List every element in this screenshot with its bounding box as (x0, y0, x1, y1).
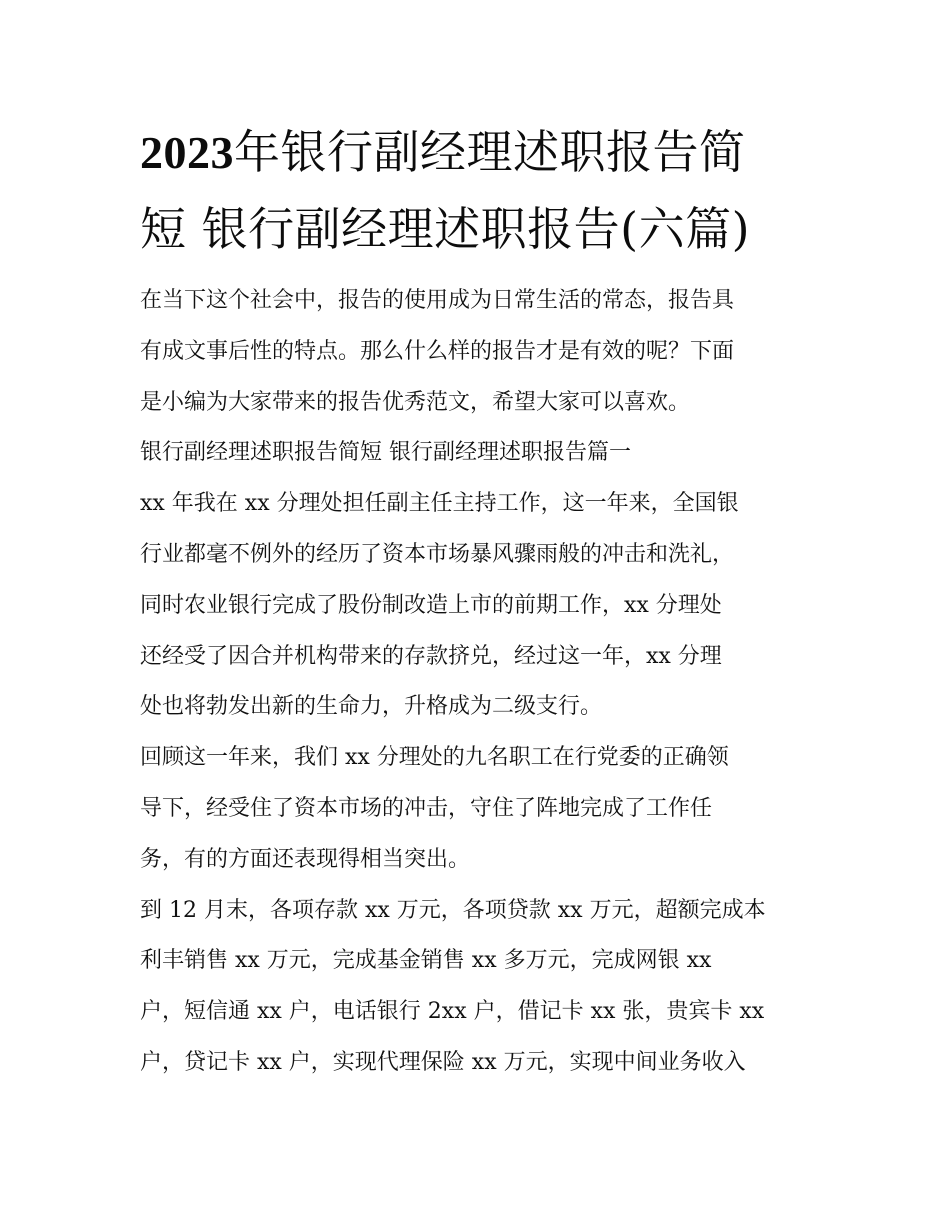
paragraph-1 (140, 479, 820, 733)
text-line: 务，有的方面还表现得相当突出。 (140, 846, 471, 872)
paragraph-2 (140, 733, 820, 885)
text-line: 银行副经理述职报告简短 银行副经理述职报告篇一 (140, 440, 631, 466)
text-line: 户，短信通 xx 户，电话银行 2xx 户，借记卡 xx 张，贵宾卡 xx (140, 999, 765, 1025)
text-line: 行业都毫不例外的经历了资本市场暴风骤雨般的冲击和洗礼， (140, 541, 735, 567)
title-line-1 (140, 114, 820, 191)
text-line: 同时农业银行完成了股份制改造上市的前期工作，xx 分理处 (140, 592, 722, 618)
text-line: xx 年我在 xx 分理处担任副主任主持工作，这一年来，全国银 (140, 491, 739, 517)
text-line: 处也将勃发出新的生命力，升格成为二级支行。 (140, 694, 603, 720)
text-line: 还经受了因合并机构带来的存款挤兑，经过这一年，xx 分理 (140, 643, 722, 669)
document-title (140, 114, 820, 267)
text-line: 是小编为大家带来的报告优秀范文，希望大家可以喜欢。 (140, 389, 691, 415)
text-line: 户，贷记卡 xx 户，实现代理保险 xx 万元，实现中间业务收入 (140, 1049, 746, 1075)
paragraph-intro (140, 276, 820, 428)
text-line: 有成文事后性的特点。那么什么样的报告才是有效的呢？下面 (140, 338, 735, 364)
text-line: 回顾这一年来，我们 xx 分理处的九名职工在行党委的正确领 (140, 745, 729, 771)
text-line: 导下，经受住了资本市场的冲击，守住了阵地完成了工作任 (140, 795, 713, 821)
paragraph-3 (140, 886, 820, 1089)
document-body (140, 276, 820, 1089)
title-line-2: 短 银行副经理述职报告(六篇) (140, 202, 751, 256)
text-line: 到 12 月末，各项存款 xx 万元，各项贷款 xx 万元，超额完成本 (140, 897, 766, 923)
section-heading (140, 428, 820, 479)
text-line: 利丰销售 xx 万元，完成基金销售 xx 多万元，完成网银 xx (140, 948, 712, 974)
title-line-1-text: 年银行副经理述职报告简 (234, 125, 746, 179)
title-year: 2023 (140, 127, 234, 178)
text-line: 在当下这个社会中，报告的使用成为日常生活的常态，报告具 (140, 288, 735, 313)
